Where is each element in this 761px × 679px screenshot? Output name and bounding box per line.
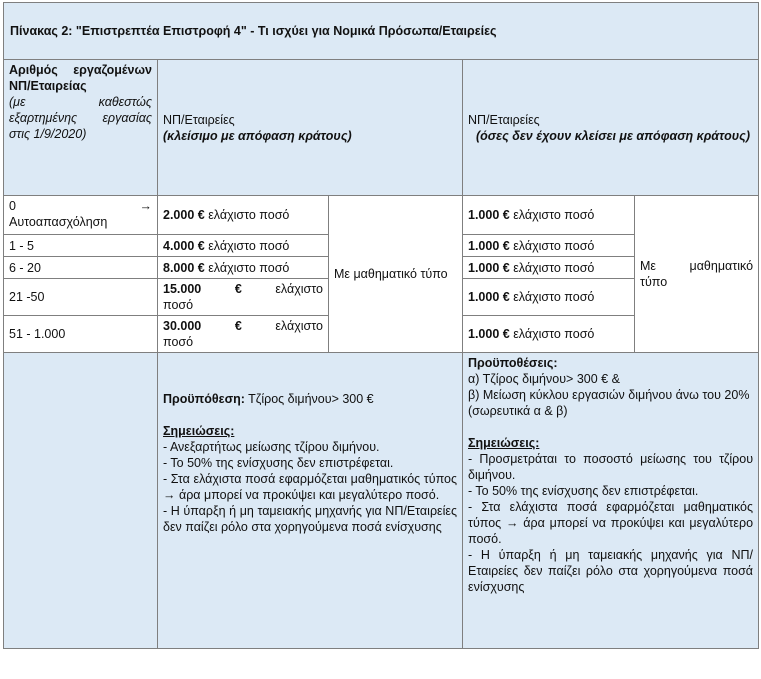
open-amount-cell xyxy=(463,316,635,353)
employees-cell xyxy=(4,196,158,235)
formula-open-text: Με μαθηματικό τύπο xyxy=(640,259,754,289)
closed-amount-text: ελάχιστο ποσό xyxy=(208,208,290,222)
header-open xyxy=(463,60,759,196)
employees-value: 0 xyxy=(9,199,16,213)
closed-notes-label: Σημειώσεις: xyxy=(163,424,235,438)
employees-cell: 1 - 5 xyxy=(4,235,158,257)
header-closed-subtitle: (κλείσιμο με απόφαση κράτους) xyxy=(163,128,352,143)
employees-cell: 51 - 1.000 xyxy=(4,316,158,353)
table-title: Πίνακας 2: "Επιστρεπτέα Επιστροφή 4" - Τι ισχύει για Νομικά Πρόσωπα/Εταιρείες xyxy=(4,3,759,60)
closed-amount-text-2: ποσό xyxy=(163,298,194,312)
employees-cell: 21 -50 xyxy=(4,279,158,316)
open-amount-text: ελάχιστο ποσό xyxy=(513,208,595,222)
header-open-title: ΝΠ/Εταιρείες xyxy=(468,112,540,127)
employees-cell: 6 - 20 xyxy=(4,257,158,279)
open-conditions-cell xyxy=(463,353,759,649)
closed-amount-cell xyxy=(158,257,329,279)
formula-closed-cell xyxy=(329,196,463,353)
header-employees-note: (με καθεστώς εξαρτημένης εργασίας στις 1/9/2020) xyxy=(9,95,152,141)
header-employees xyxy=(4,60,158,196)
open-amount-text: ελάχιστο ποσό xyxy=(513,260,595,275)
closed-note: - Στα ελάχιστα ποσά εφαρμόζεται μαθηματικός τύπος → άρα μπορεί να προκύψει και μεγαλύτερο ποσό. xyxy=(163,472,457,502)
closed-amount-cell xyxy=(158,196,329,235)
open-amount-text: ελάχιστο ποσό xyxy=(513,238,595,253)
open-notes xyxy=(468,451,753,595)
euro-sign: € xyxy=(234,282,242,296)
open-amount: 1.000 € xyxy=(468,327,510,341)
closed-amount-text: ελάχιστο ποσό xyxy=(208,260,290,275)
open-note: - Η ύπαρξη ή μη ταμειακής μηχανής για ΝΠ/Εταιρείες δεν παίζει ρόλο στα χορηγούμενα ποσά ενίσχυσης xyxy=(468,548,754,594)
open-amount-cell xyxy=(463,257,635,279)
open-note: - Το 50% της ενίσχυσης δεν επιστρέφεται. xyxy=(468,484,699,498)
closed-amount-cell xyxy=(158,279,329,316)
open-notes-label: Σημειώσεις: xyxy=(468,436,540,450)
open-amount: 1.000 € xyxy=(468,208,510,222)
closed-conditions-cell xyxy=(158,353,463,649)
formula-closed-text: Με μαθηματικό τύπο xyxy=(334,267,448,281)
table-row xyxy=(4,196,759,235)
formula-open-cell xyxy=(635,196,759,353)
closed-note: - Ανεξαρτήτως μείωσης τζίρου διμήνου. xyxy=(163,440,380,454)
closed-note: - Η ύπαρξη ή μη ταμειακής μηχανής για ΝΠ/Εταιρείες δεν παίζει ρόλο στα χορηγούμενα ποσά ενίσχυσης xyxy=(163,504,457,534)
arrow-right-icon: → xyxy=(139,199,152,213)
open-condition-item: β) Μείωση κύκλου εργασιών διμήνου άνω του 20% (σωρευτικά α & β) xyxy=(468,388,750,418)
open-amount: 1.000 € xyxy=(468,290,510,304)
conditions-empty-cell xyxy=(4,353,158,649)
closed-condition-label: Προϋπόθεση: xyxy=(163,392,245,406)
closed-amount-text: ελάχιστο ποσό xyxy=(208,238,290,253)
closed-condition-text: Τζίρος διμήνου> 300 € xyxy=(248,392,374,406)
subsidy-table xyxy=(3,2,759,649)
open-condition-label: Προϋποθέσεις: xyxy=(468,356,558,370)
closed-amount-text: ελάχιστο xyxy=(275,282,323,296)
open-condition-item: α) Τζίρος διμήνου> 300 € & xyxy=(468,372,620,386)
closed-amount-cell xyxy=(158,235,329,257)
header-open-subtitle: (όσες δεν έχουν κλείσει με απόφαση κράτους) xyxy=(476,128,750,143)
closed-amount: 30.000 xyxy=(163,319,202,333)
closed-amount: 4.000 € xyxy=(163,238,205,253)
closed-note: - Το 50% της ενίσχυσης δεν επιστρέφεται. xyxy=(163,456,394,470)
header-closed-title: ΝΠ/Εταιρείες xyxy=(163,112,235,127)
open-note: - Προσμετράται το ποσοστό μείωσης του τζίρου διμήνου. xyxy=(468,452,754,482)
closed-amount-cell xyxy=(158,316,329,353)
open-amount-cell xyxy=(463,235,635,257)
closed-amount-text-2: ποσό xyxy=(163,335,194,349)
closed-amount-text: ελάχιστο xyxy=(275,319,323,333)
closed-amount: 8.000 € xyxy=(163,260,205,275)
closed-notes xyxy=(163,439,457,535)
header-employees-label: Αριθμός εργαζομένων ΝΠ/Εταιρείας xyxy=(9,63,152,93)
closed-amount: 2.000 € xyxy=(163,208,205,222)
open-amount: 1.000 € xyxy=(468,260,510,275)
open-amount: 1.000 € xyxy=(468,238,510,253)
open-amount-text: ελάχιστο ποσό xyxy=(513,327,595,341)
open-amount-cell xyxy=(463,196,635,235)
open-note: - Στα ελάχιστα ποσά εφαρμόζεται μαθηματικός τύπος → άρα μπορεί να προκύψει και μεγαλύτερο ποσό. xyxy=(468,500,754,546)
closed-amount: 15.000 xyxy=(163,282,202,296)
header-closed xyxy=(158,60,463,196)
open-amount-text: ελάχιστο ποσό xyxy=(513,290,595,304)
open-amount-cell xyxy=(463,279,635,316)
employees-self-employed: Αυτοαπασχόληση xyxy=(9,215,108,229)
euro-sign: € xyxy=(234,319,242,333)
